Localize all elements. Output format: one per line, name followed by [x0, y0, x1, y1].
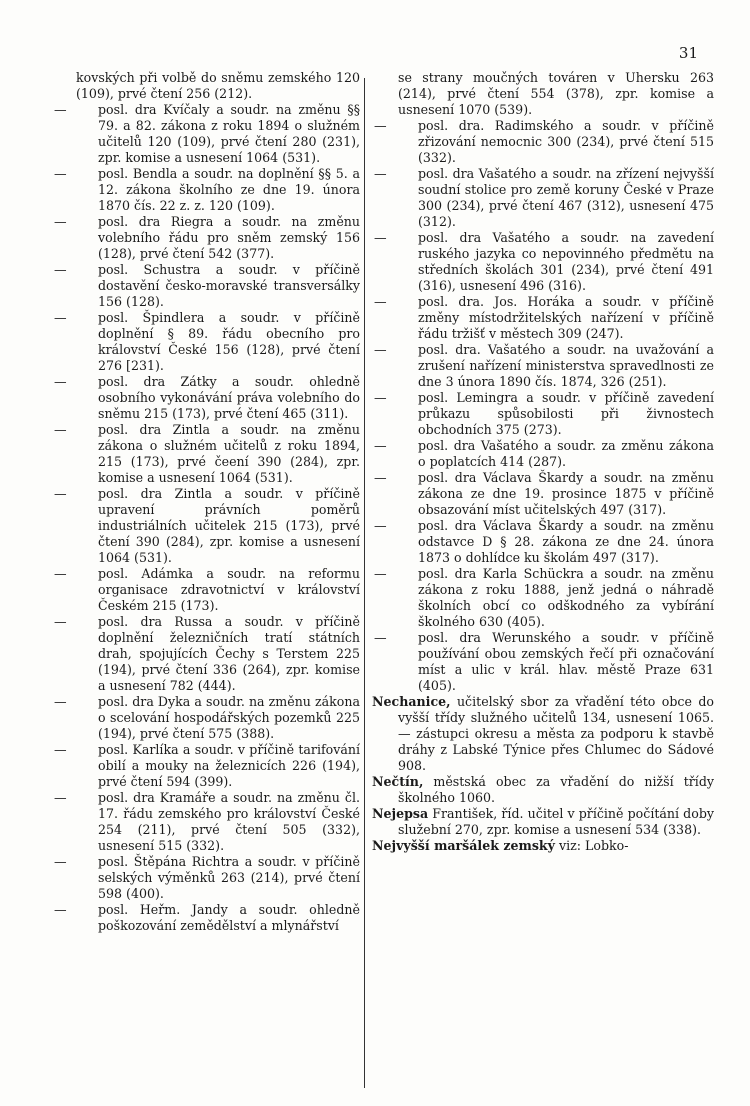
index-entry [372, 390, 714, 438]
entry-text: posl. Lemingra a soudr. v příčině zavedení průkazu spůsobilosti při živnostech obchodních 375 (273). [418, 390, 714, 437]
entry-dash: — [54, 214, 67, 229]
entry-headword: Nečtín, [372, 774, 424, 789]
index-entry [34, 310, 360, 374]
entry-dash: — [54, 422, 67, 437]
entry-text: učitelský sbor za vřadění této obce do vyšší třídy služného učitelů 134, usnesení 1065. — zástupci okresu a města za podporu k stavbě dráhy z Labské Týnice přes Chlumec do Sádové 908. [398, 694, 714, 773]
entry-dash: — [374, 566, 387, 581]
entry-dash: — [374, 470, 387, 485]
entry-headword: Nejvyšší maršálek zemský [372, 838, 555, 853]
entry-text: posl. dra. Vašatého a soudr. na uvažování a zrušení nařízení ministerstva spravedlnosti ze dne 3 února 1890 čís. 1874, 326 (251). [418, 342, 714, 389]
entry-dash: — [54, 262, 67, 277]
index-entry [34, 70, 360, 102]
entry-headword: Nejepsa [372, 806, 429, 821]
entry-headword: Nechanice, [372, 694, 451, 709]
entry-dash: — [54, 614, 67, 629]
index-entry [34, 566, 360, 614]
index-entry [372, 294, 714, 342]
entry-text: posl. Špindlera a soudr. v příčině doplnění § 89. řádu obecního pro království České 156 (128), prvé čtení 276 [231). [98, 310, 360, 373]
index-entry [372, 630, 714, 694]
entry-text: posl. dra Karla Schückra a soudr. na změnu zákona z roku 1888, jenž jedná o náhradě školních obcí co odškodného za vybírání školného 630 (405). [418, 566, 714, 629]
entry-text: posl. dra. Radimského a soudr. v příčině zřizování nemocnic 300 (234), prvé čtení 515 (332). [418, 118, 714, 165]
entry-text: se strany moučných továren v Uhersku 263 (214), prvé čtení 554 (378), zpr. komise a usnesení 1070 (539). [398, 70, 714, 117]
entry-dash: — [374, 166, 387, 181]
index-entry [372, 470, 714, 518]
index-entry [34, 262, 360, 310]
index-entry [34, 374, 360, 422]
index-entry [34, 902, 360, 934]
entry-dash: — [54, 102, 67, 117]
index-entry [372, 438, 714, 470]
index-entry [34, 790, 360, 854]
index-entry [372, 774, 714, 806]
entry-dash: — [54, 902, 67, 917]
index-entry [34, 614, 360, 694]
entry-dash: — [374, 118, 387, 133]
entry-dash: — [54, 310, 67, 325]
entry-text: posl. dra Zintla a soudr. na změnu zákona o služném učitelů z roku 1894, 215 (173), prvé čeení 390 (284), zpr. komise a usnesení 1064 (531). [98, 422, 360, 485]
entry-text: posl. dra Russa a soudr. v příčině doplnění železničních tratí státních drah, spojujících Čechy s Terstem 225 (194), prvé čtení 336 (264), zpr. komise a usnesení 782 (444). [98, 614, 360, 693]
entry-dash: — [54, 486, 67, 501]
entry-dash: — [374, 630, 387, 645]
entry-text: posl. dra Zintla a soudr. v příčině upravení právních poměrů industriálních učitelek 215 (173), prvé čtení 390 (284), zpr. komise a usnesení 1064 (531). [98, 486, 360, 565]
index-entry [34, 854, 360, 902]
index-entry [372, 118, 714, 166]
index-entry [372, 230, 714, 294]
entry-dash: — [54, 694, 67, 709]
entry-text: posl. dra Zátky a soudr. ohledně osobního vykonávání práva volebního do sněmu 215 (173), prvé čtení 465 (311). [98, 374, 360, 421]
column-divider [364, 78, 365, 1088]
entry-dash: — [54, 854, 67, 869]
entry-dash: — [374, 518, 387, 533]
index-entry [34, 102, 360, 166]
entry-dash: — [374, 294, 387, 309]
entry-text: posl. dra Vašatého a soudr. na zřízení nejvyšší soudní stolice pro země koruny České v Praze 300 (234), prvé čtení 467 (312), usnesení 475 (312). [418, 166, 714, 229]
entry-text: posl. Bendla a soudr. na doplnění §§ 5. a 12. zákona školního ze dne 19. února 1870 čís. 22 z. z. 120 (109). [98, 166, 360, 213]
entry-text: posl. dra Václava Škardy a soudr. na změnu odstavce D § 28. zákona ze dne 24. února 1873 o dohlídce ku školám 497 (317). [418, 518, 714, 565]
entry-text: viz: Lobko- [554, 838, 629, 853]
index-entry [372, 342, 714, 390]
entry-dash: — [374, 230, 387, 245]
entry-text: kovských při volbě do sněmu zemského 120 (109), prvé čtení 256 (212). [76, 70, 360, 101]
index-entry [34, 486, 360, 566]
index-entry [34, 742, 360, 790]
page-number: 31 [678, 44, 698, 62]
index-entry [372, 566, 714, 630]
index-entry [372, 806, 714, 838]
index-entry [372, 518, 714, 566]
entry-text: posl. Schustra a soudr. v příčině dostavění česko-moravské transversálky 156 (128). [98, 262, 360, 309]
entry-dash: — [54, 790, 67, 805]
entry-text: posl. Heřm. Jandy a soudr. ohledně poškozování zemědělství a mlynářství [98, 902, 360, 933]
entry-text: posl. dra Kvíčaly a soudr. na změnu §§ 79. a 82. zákona z roku 1894 o služném učitelů 120 (109), prvé čtení 280 (231), zpr. komise a usnesení 1064 (531). [98, 102, 360, 165]
entry-dash: — [374, 390, 387, 405]
entry-text: posl. Adámka a soudr. na reformu organisace zdravotnictví v království Českém 215 (173). [98, 566, 360, 613]
index-entry [372, 838, 714, 854]
entry-text: posl. dra Vašatého a soudr. na zavedení ruského jazyka co nepovinného předmětu na středních školách 301 (234), prvé čtení 491 (316), usnesení 496 (316). [418, 230, 714, 293]
right-column [372, 70, 714, 854]
entry-text: posl. dra Werunského a soudr. v příčině používání obou zemských řečí při označování míst a ulic v král. hlav. městě Praze 631 (405). [418, 630, 714, 693]
entry-dash: — [54, 742, 67, 757]
index-entry [34, 694, 360, 742]
entry-dash: — [54, 166, 67, 181]
left-column [34, 70, 360, 934]
entry-dash: — [54, 566, 67, 581]
entry-text: posl. dra Vašatého a soudr. za změnu zákona o poplatcích 414 (287). [418, 438, 714, 469]
entry-text: městská obec za vřadění do nižší třídy školného 1060. [398, 774, 714, 805]
index-entry [372, 70, 714, 118]
entry-text: posl. Karlíka a soudr. v příčině tarifování obilí a mouky na železnicích 226 (194), prvé čtení 594 (399). [98, 742, 360, 789]
entry-text: posl. dra Václava Škardy a soudr. na změnu zákona ze dne 19. prosince 1875 v příčině obsazování míst učitelských 497 (317). [418, 470, 714, 517]
index-entry [372, 166, 714, 230]
entry-dash: — [54, 374, 67, 389]
index-entry [372, 694, 714, 774]
entry-dash: — [374, 438, 387, 453]
entry-text: posl. dra Kramáře a soudr. na změnu čl. 17. řádu zemského pro království České 254 (211), prvé čtení 505 (332), usnesení 515 (332). [98, 790, 360, 853]
index-entry [34, 214, 360, 262]
entry-text: František, říd. učitel v příčině počítání doby služební 270, zpr. komise a usnesení 534 (338). [398, 806, 714, 837]
entry-text: posl. dra. Jos. Horáka a soudr. v příčině změny místodržitelských nařízení v příčině řádu tržišť v městech 309 (247). [418, 294, 714, 341]
index-entry [34, 166, 360, 214]
entry-text: posl. dra Riegra a soudr. na změnu volebního řádu pro sněm zemský 156 (128), prvé čtení 542 (377). [98, 214, 360, 261]
entry-text: posl. dra Dyka a soudr. na změnu zákona o scelování hospodářských pozemků 225 (194), prvé čtení 575 (388). [98, 694, 360, 741]
entry-dash: — [374, 342, 387, 357]
entry-text: posl. Štěpána Richtra a soudr. v příčině selských výměnků 263 (214), prvé čtení 598 (400). [98, 854, 360, 901]
index-entry [34, 422, 360, 486]
